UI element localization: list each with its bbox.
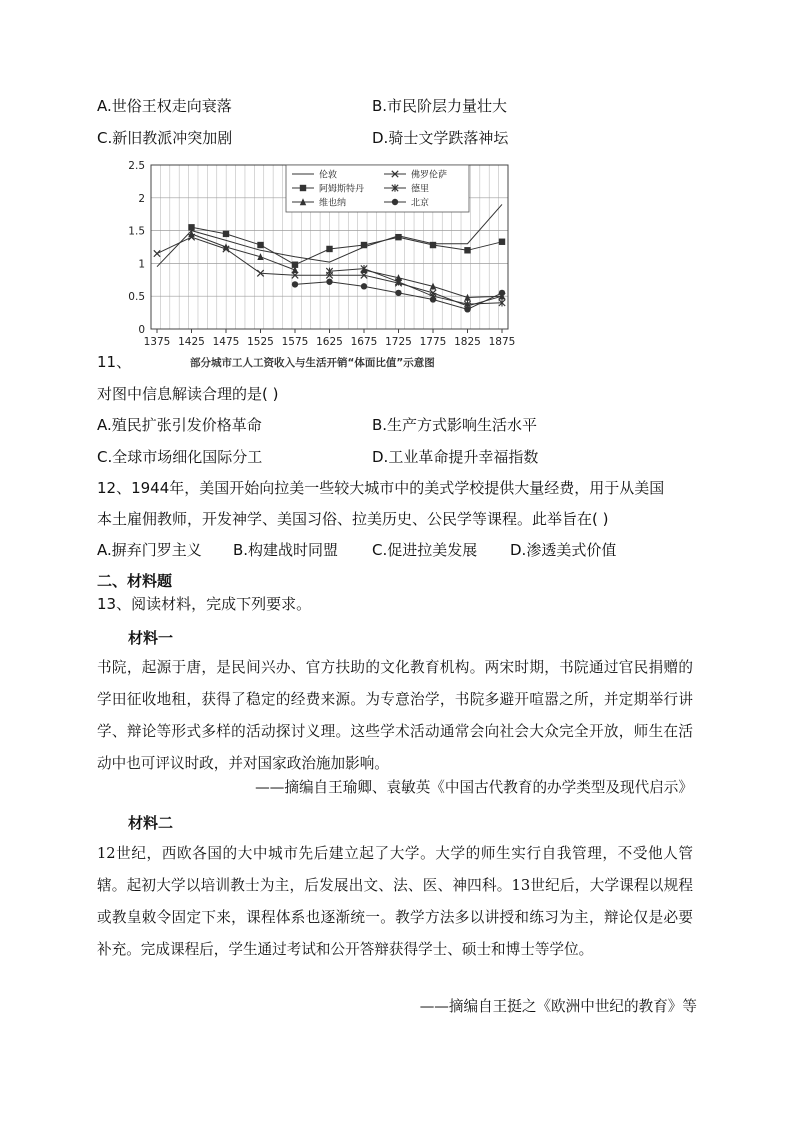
q12-option-b: B.构建战时同盟 [233,541,339,559]
legend-label: 伦敦 [319,170,338,181]
data-point [499,239,505,245]
material2-source: ——摘编自王挺之《欧洲中世纪的教育》等 [419,998,697,1015]
x-tick-label: 1375 [143,336,171,348]
legend-label: 维也纳 [319,198,347,209]
data-point [154,250,160,256]
data-point [326,246,332,252]
data-point [188,224,194,230]
legend-marker [392,199,398,205]
material2-title: 材料二 [128,814,174,832]
legend-label: 阿姆斯特丹 [319,184,365,195]
q13-stem: 13、阅读材料，完成下列要求。 [97,595,312,613]
data-point [395,290,401,296]
data-point [464,247,470,253]
legend-label: 佛罗伦萨 [411,170,448,181]
material1-title: 材料一 [128,629,174,647]
q11-option-c: C.全球市场细化国际分工 [97,448,263,466]
q11-option-b: B.生产方式影响生活水平 [372,416,538,434]
y-tick-label: 1 [138,258,145,271]
x-tick-label: 1875 [488,336,516,348]
data-point [361,242,367,248]
wage-ratio-chart [118,155,523,355]
x-tick-label: 1475 [212,336,240,348]
series-line [330,269,503,305]
y-tick-label: 0 [138,324,145,336]
material2-text: 12世纪，西欧各国的大中城市先后建立起了大学。大学的师生实行自我管理，不受他人管辖。起初大学以培训教士为主，后发展出文、法、医、神四科。13世纪后，大学课程以规程或教皇敕令固定下来，课程体系也逐渐统一。教学方法多以讲授和练习为主，辩论仅是必要补充。完成课程后，学生通过考试和公开答辩获得学士、硕士和博士等学位。 [97,845,693,958]
series-line [192,227,503,264]
data-point [223,231,229,237]
legend-label: 德里 [411,184,430,195]
x-tick-label: 1825 [454,336,481,348]
y-tick-label: 2 [138,192,145,205]
q10-option-a: A.世俗王权走向衰落 [97,97,232,115]
data-point [430,296,436,302]
x-tick-label: 1575 [281,336,309,348]
y-tick-label: 0.5 [128,291,145,304]
q10-option-c: C.新旧教派冲突加剧 [97,129,233,147]
x-tick-label: 1525 [247,336,274,348]
data-point [499,290,505,296]
q10-option-d: D.骑士文学跌落神坛 [372,129,509,147]
data-point [395,234,401,240]
q12-option-a: A.摒弃门罗主义 [97,541,202,559]
material1-source: ——摘编自王瑜卿、袁敏英《中国古代教育的办学类型及现代启示》 [255,779,693,796]
data-point [292,281,298,287]
series-3 [326,265,505,308]
x-tick-label: 1675 [350,336,378,348]
data-point [326,279,332,285]
x-tick-label: 1425 [178,336,205,348]
q11-number: 11、 [97,353,132,371]
q11-stem: 对图中信息解读合理的是( ) [97,385,279,403]
x-tick-label: 1725 [385,336,412,348]
chart-title: 部分城市工人工资收入与生活开销“体面比值”示意图 [190,357,435,369]
data-point [430,242,436,248]
data-point [361,283,367,289]
material1-text: 书院，起源于唐，是民间兴办、官方扶助的文化教育机构。两宋时期，书院通过官民捐赠的学田征收地租，获得了稳定的经费来源。为专意治学，书院多避开喧嚣之所，并定期举行讲学、辩论等形式多样的活动探讨义理。这些学术活动通常会向社会大众完全开放，师生在活动中也可评议时政，并对国家政治施加影响。 [97,659,693,772]
y-tick-label: 1.5 [128,225,145,238]
x-tick-label: 1775 [419,336,447,348]
q11-option-a: A.殖民扩张引发价格革命 [97,416,262,434]
data-point [257,242,263,248]
x-tick-label: 1625 [316,336,343,348]
q12-option-d: D.渗透美式价值 [510,541,617,559]
legend-label: 北京 [411,198,430,209]
section-heading: 二、材料题 [97,572,173,590]
legend-marker [300,185,306,191]
q11-option-d: D.工业革命提升幸福指数 [372,448,539,466]
data-point [464,306,470,312]
q12-line-1: 12、1944年，美国开始向拉美一些较大城市中的美式学校提供大量经费，用于从美国 [97,479,665,497]
q10-option-b: B.市民阶层力量壮大 [372,97,508,115]
q12-option-c: C.促进拉美发展 [372,541,478,559]
q12-line-2: 本土雇佣教师，开发神学、美国习俗、拉美历史、公民学等课程。此举旨在( ) [97,510,609,528]
y-tick-label: 2.5 [128,160,145,172]
